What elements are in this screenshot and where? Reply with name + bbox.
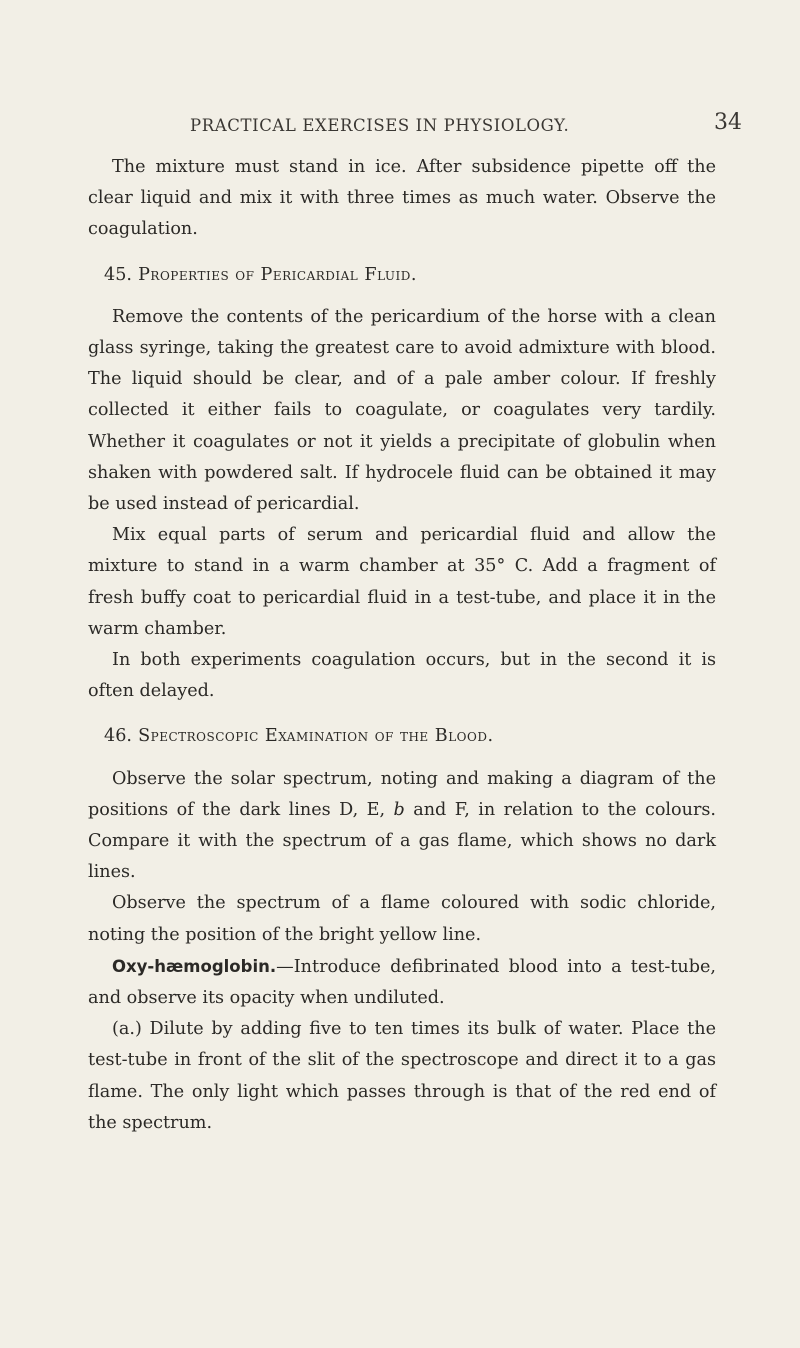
paragraph-5-part-1: Observe the solar spectrum, noting and making a diagram of the positions of the dark lines D, E, <box>88 768 716 820</box>
section-title: Spectroscopic Examination of the Blood. <box>138 726 494 747</box>
paragraph-1: The mixture must stand in ice. After subsidence pipette off the clear liquid and mix it with three times as much water. Observe the coagulation. <box>88 157 716 240</box>
paragraph-4: In both experiments coagulation occurs, but in the second it is often delayed. <box>88 650 716 702</box>
line-b-label: b <box>393 799 405 820</box>
paragraph-7-rest: —Introduce defibrinated blood into a test-tube, and observe its opacity when undiluted. <box>88 956 716 1009</box>
section-heading-46 <box>88 721 716 752</box>
paragraph-3: Mix equal parts of serum and pericardial fluid and allow the mixture to stand in a warm chamber at 35° C. Add a fragment of fresh buffy coat to pericardial fluid in a test-tube, and place it in the warm chamber. <box>88 525 716 639</box>
paragraph-2: Remove the contents of the pericardium of the horse with a clean glass syringe, taking the greatest care to avoid admixture with blood. The liquid should be clear, and of a pale amber colour. If freshly collected it either fails to coagulate, or coagulates very tardily. Whether it coagulates or not it yields a precipitate of globulin when shaken with powdered salt. If hydrocele fluid can be obtained it may be used instead of pericardial. <box>88 306 716 515</box>
section-heading-45 <box>88 260 716 291</box>
paragraph-5-part-2: and F, in relation to the colours. Compare it with the spectrum of a gas flame, which shows no dark lines. <box>88 799 716 883</box>
paragraph-8: (a.) Dilute by adding five to ten times its bulk of water. Place the test-tube in front of the slit of the spectroscope and direct it to a gas flame. The only light which passes through is that of the red end of the spectrum. <box>88 1019 716 1133</box>
term-oxy-haemoglobin: Oxy-hæmoglobin. <box>112 956 277 976</box>
paragraph-6: Observe the spectrum of a flame coloured with sodic chloride, noting the position of the bright yellow line. <box>88 893 716 945</box>
section-title: Properties of Pericardial Fluid. <box>138 264 417 285</box>
section-number: 46. <box>104 726 132 747</box>
page-number: 34 <box>714 110 742 135</box>
running-head: PRACTICAL EXERCISES IN PHYSIOLOGY. <box>190 116 570 135</box>
paragraph-5 <box>88 764 716 889</box>
paragraph-7 <box>88 951 716 1014</box>
body-text <box>88 152 716 1139</box>
section-number: 45. <box>104 264 132 285</box>
